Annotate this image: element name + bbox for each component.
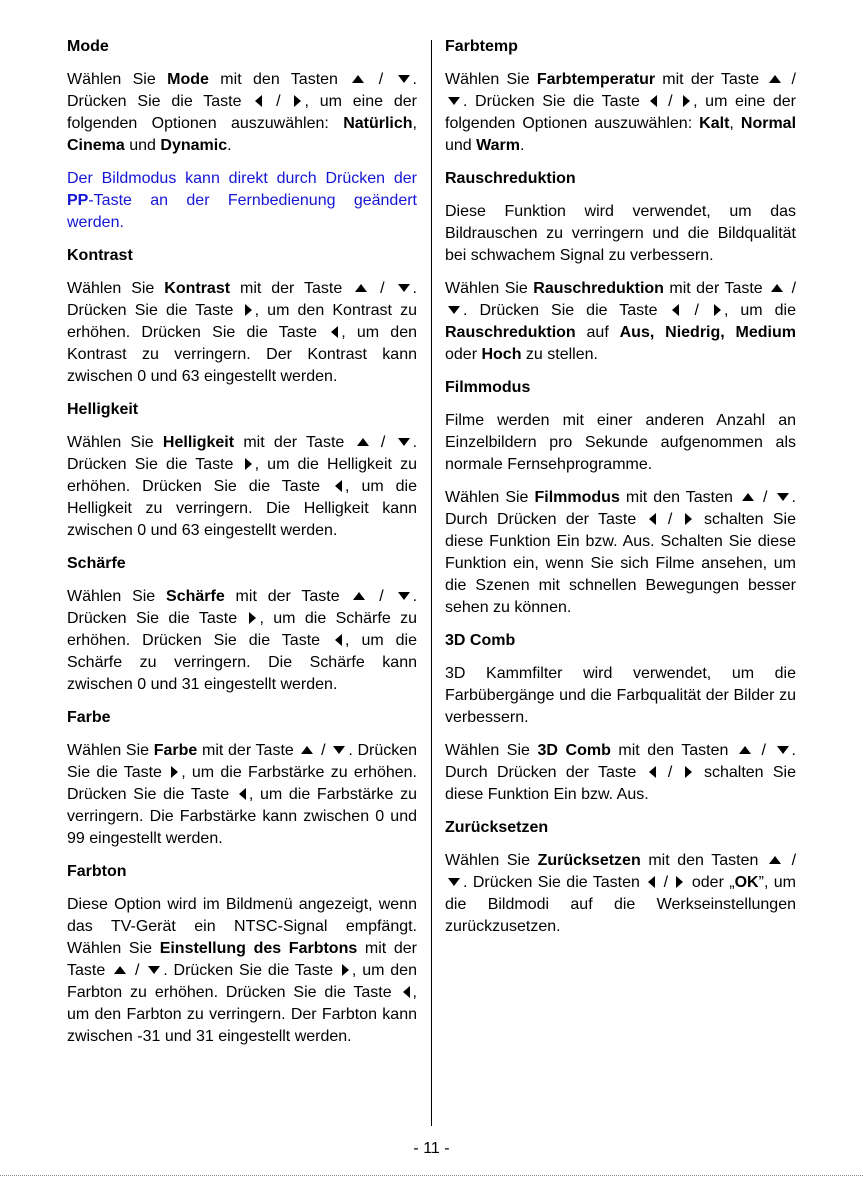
arrow-down-icon [777,493,789,501]
text-run: . Drücken Sie die Taste [163,962,339,979]
bold-text: Kalt [699,115,730,132]
body-paragraph [67,69,417,157]
text-run: , um die [723,302,796,319]
text-run: . Drücken Sie die Taste [463,302,670,319]
bold-text: Rauschreduktion [533,280,664,297]
left-column [67,36,417,1059]
arrow-right-icon [676,876,683,888]
arrow-left-icon [403,986,410,998]
bold-text: Zurücksetzen [537,852,641,869]
text-run: Wählen Sie [445,71,537,88]
text-run: / [368,588,395,605]
text-run: . Drücken Sie die Taste [67,588,418,627]
body-paragraph [445,850,796,938]
arrow-right-icon [685,766,692,778]
arrow-right-icon [714,304,721,316]
text-run: 3D Kammfilter wird verwendet, um die Farbübergänge und die Farbqualität der Bilder zu verbessern. [445,665,796,726]
note-paragraph [67,168,417,234]
arrow-left-icon [335,480,342,492]
arrow-down-icon [398,284,410,292]
arrow-left-icon [649,513,656,525]
page-bottom-rule [0,1175,863,1176]
arrow-up-icon [771,284,783,292]
bold-text: Warm [476,137,520,154]
text-run: / [786,280,797,297]
text-run: / [682,302,711,319]
text-run: mit der Taste [663,280,769,297]
text-run: / [660,93,681,110]
text-run: mit der Taste [230,280,353,297]
text-run: / [367,71,395,88]
text-run: . Drücken Sie die Taste [67,742,418,781]
text-run: , um die Farbstärke zu verringern. Die Farbstärke kann zwischen 0 und 99 eingestellt werden. [67,786,417,847]
text-run: . Drücken Sie die Taste [67,280,417,319]
text-run: mit der Taste [224,588,351,605]
text-run: Wählen Sie [445,280,534,297]
arrow-left-icon [672,304,679,316]
text-run: . [227,137,232,154]
bold-text: 3D Comb [537,742,611,759]
text-run: Wählen Sie [67,71,168,88]
text-run: , [412,115,417,132]
arrow-down-icon [148,966,160,974]
text-run: Wählen Sie [445,489,535,506]
text-run: . Drücken Sie die Taste [463,93,648,110]
arrow-right-icon [245,458,252,470]
bold-text: Hoch [481,346,522,363]
section-heading: Mode [67,38,109,55]
bold-text: PP [67,192,89,209]
text-run: , um eine der folgenden Optionen auszuwählen: [67,93,417,132]
section-heading: Kontrast [67,247,133,264]
text-run: -Taste an der Fernbedienung geändert werden. [67,192,417,231]
arrow-left-icon [650,95,657,107]
bold-text: Farbtemperatur [536,71,656,88]
text-run: / [316,742,331,759]
bold-text: Schärfe [166,588,225,605]
text-run: Wählen Sie [67,434,163,451]
text-run: / [265,93,292,110]
body-paragraph [67,432,417,542]
text-run: , um den Farbton zu verringern. Der Farbton kann zwischen -31 und 31 eingestellt werden. [67,984,417,1045]
text-run: mit der Taste [655,71,767,88]
text-run: Wählen Sie [67,742,154,759]
arrow-left-icon [335,634,342,646]
bold-text: Filmmodus [534,489,620,506]
text-run: zu stellen. [521,346,598,363]
arrow-right-icon [171,766,178,778]
bold-text: Rauschreduktion [445,324,576,341]
bold-text: Normal [740,115,797,132]
body-paragraph [445,410,796,476]
arrow-right-icon [245,304,252,316]
arrow-left-icon [648,876,655,888]
bold-text: Aus, Niedrig, Medium [619,324,796,341]
text-run: / [129,962,146,979]
text-run: Diese Option wird im Bildmenü angezeigt, wenn das TV-Gerät ein NTSC-Signal empfängt. Wählen Sie [67,896,417,957]
bold-text: Helligkeit [162,434,235,451]
text-run: oder „ [686,874,735,891]
section-heading: Farbton [67,863,127,880]
arrow-up-icon [355,284,367,292]
text-run: / [753,742,774,759]
body-paragraph [445,278,796,366]
arrow-down-icon [448,97,460,105]
text-run: / [658,874,674,891]
body-paragraph [445,69,796,157]
arrow-left-icon [239,788,246,800]
body-paragraph [67,278,417,388]
text-run: und [445,137,477,154]
text-run: . Drücken Sie die Taste [67,71,417,110]
bold-text: Einstellung des Farbtons [159,940,358,957]
column-divider [431,40,432,1126]
body-paragraph [67,740,417,850]
text-run: Wählen Sie [445,852,538,869]
text-run: , um den Kontrast zu erhöhen. Drücken Sie die Taste [67,302,417,341]
text-run: ”, um die Bildmodi auf die Werkseinstellungen zurückzusetzen. [445,874,796,935]
section-heading: Farbtemp [445,38,518,55]
section-heading: Rauschreduktion [445,170,576,187]
bold-text: Mode [167,71,209,88]
arrow-up-icon [739,746,751,754]
arrow-up-icon [357,438,369,446]
section-heading: Schärfe [67,555,126,572]
section-heading: Helligkeit [67,401,139,418]
text-run: mit der Taste [67,940,418,979]
body-paragraph [445,663,796,729]
arrow-left-icon [649,766,656,778]
text-run: Wählen Sie [445,742,538,759]
body-paragraph [67,586,417,696]
text-run: Filme werden mit einer anderen Anzahl an Einzelbildern pro Sekunde aufgenommen als normale Fernsehprogramme. [445,412,796,473]
bold-text: OK [734,874,759,891]
text-run: , um den Kontrast zu verringern. Der Kontrast kann zwischen 0 und 63 eingestellt werden. [67,324,417,385]
body-paragraph [445,740,796,806]
arrow-up-icon [352,75,364,83]
text-run: mit der Taste [197,742,299,759]
arrow-down-icon [398,438,410,446]
arrow-down-icon [398,75,410,83]
text-run: , um eine der folgenden Optionen auszuwählen: [445,93,796,132]
text-run: / [783,852,797,869]
text-run: Diese Funktion wird verwendet, um das Bildrauschen zu verringern und die Bildqualität bei schwachem Signal zu verbessern. [445,203,796,264]
text-run: mit den Tasten [610,742,736,759]
arrow-down-icon [448,878,460,886]
text-run: . Drücken Sie die Taste [67,434,418,473]
arrow-right-icon [685,513,692,525]
body-paragraph [67,894,417,1048]
text-run: / [370,280,395,297]
arrow-up-icon [301,746,313,754]
text-run: oder [445,346,482,363]
bold-text: Kontrast [164,280,231,297]
body-paragraph [445,201,796,267]
text-run: mit der Taste [234,434,354,451]
arrow-up-icon [769,856,781,864]
text-run: / [658,764,682,781]
text-run: schalten Sie diese Funktion Ein bzw. Aus. [445,764,796,803]
text-run: Wählen Sie [67,588,167,605]
bold-text: Farbe [153,742,198,759]
text-run: / [784,71,797,88]
section-heading: Filmmodus [445,379,531,396]
arrow-down-icon [333,746,345,754]
arrow-up-icon [353,592,365,600]
text-run: , um die Helligkeit zu erhöhen. Drücken Sie die Taste [67,456,417,495]
arrow-left-icon [255,95,262,107]
arrow-right-icon [249,612,256,624]
text-run: / [658,511,682,528]
text-run: . Drücken Sie die Tasten [463,874,646,891]
text-run: und [124,137,161,154]
arrow-up-icon [769,75,781,83]
text-run: mit den Tasten [640,852,766,869]
text-run: . Durch Drücken der Taste [445,489,796,528]
text-run: , [729,115,741,132]
text-run: , um die Schärfe zu verringern. Die Schärfe kann zwischen 0 und 31 eingestellt werden. [67,632,417,693]
arrow-right-icon [342,964,349,976]
section-heading: Zurücksetzen [445,819,549,836]
arrow-up-icon [114,966,126,974]
page-number: - 11 - [413,1140,450,1157]
text-run: / [371,434,395,451]
text-run: , um die Schärfe zu erhöhen. Drücken Sie die Taste [67,610,417,649]
section-heading: Farbe [67,709,111,726]
arrow-right-icon [683,95,690,107]
arrow-right-icon [294,95,301,107]
arrow-up-icon [742,493,754,501]
bold-text: Natürlich [343,115,413,132]
section-heading: 3D Comb [445,632,516,649]
text-run: . [520,137,525,154]
right-column [445,36,796,949]
text-run: Wählen Sie [67,280,165,297]
text-run: Der Bildmodus kann direkt durch Drücken der [67,170,417,187]
arrow-down-icon [398,592,410,600]
arrow-left-icon [331,326,338,338]
text-run: , um den Farbton zu erhöhen. Drücken Sie die Taste [67,962,417,1001]
bold-text: Dynamic [160,137,228,154]
arrow-down-icon [777,746,789,754]
text-run: / [756,489,774,506]
text-run: . Durch Drücken der Taste [445,742,796,781]
text-run: schalten Sie diese Funktion Ein bzw. Aus. Schalten Sie diese Funktion ein, wenn Sie sich Filme ansehen, um die Szenen mit schnellen Bewegungen besser sehen zu können. [445,511,796,616]
bold-text: Cinema [67,137,125,154]
text-run: , um die Farbstärke zu erhöhen. Drücken Sie die Taste [67,764,418,803]
text-run: mit den Tasten [208,71,350,88]
text-run: auf [575,324,620,341]
text-run: mit den Tasten [619,489,739,506]
text-run: , um die Helligkeit zu verringern. Die Helligkeit kann zwischen 0 und 63 eingestellt werden. [67,478,417,539]
body-paragraph [445,487,796,619]
arrow-down-icon [448,306,460,314]
